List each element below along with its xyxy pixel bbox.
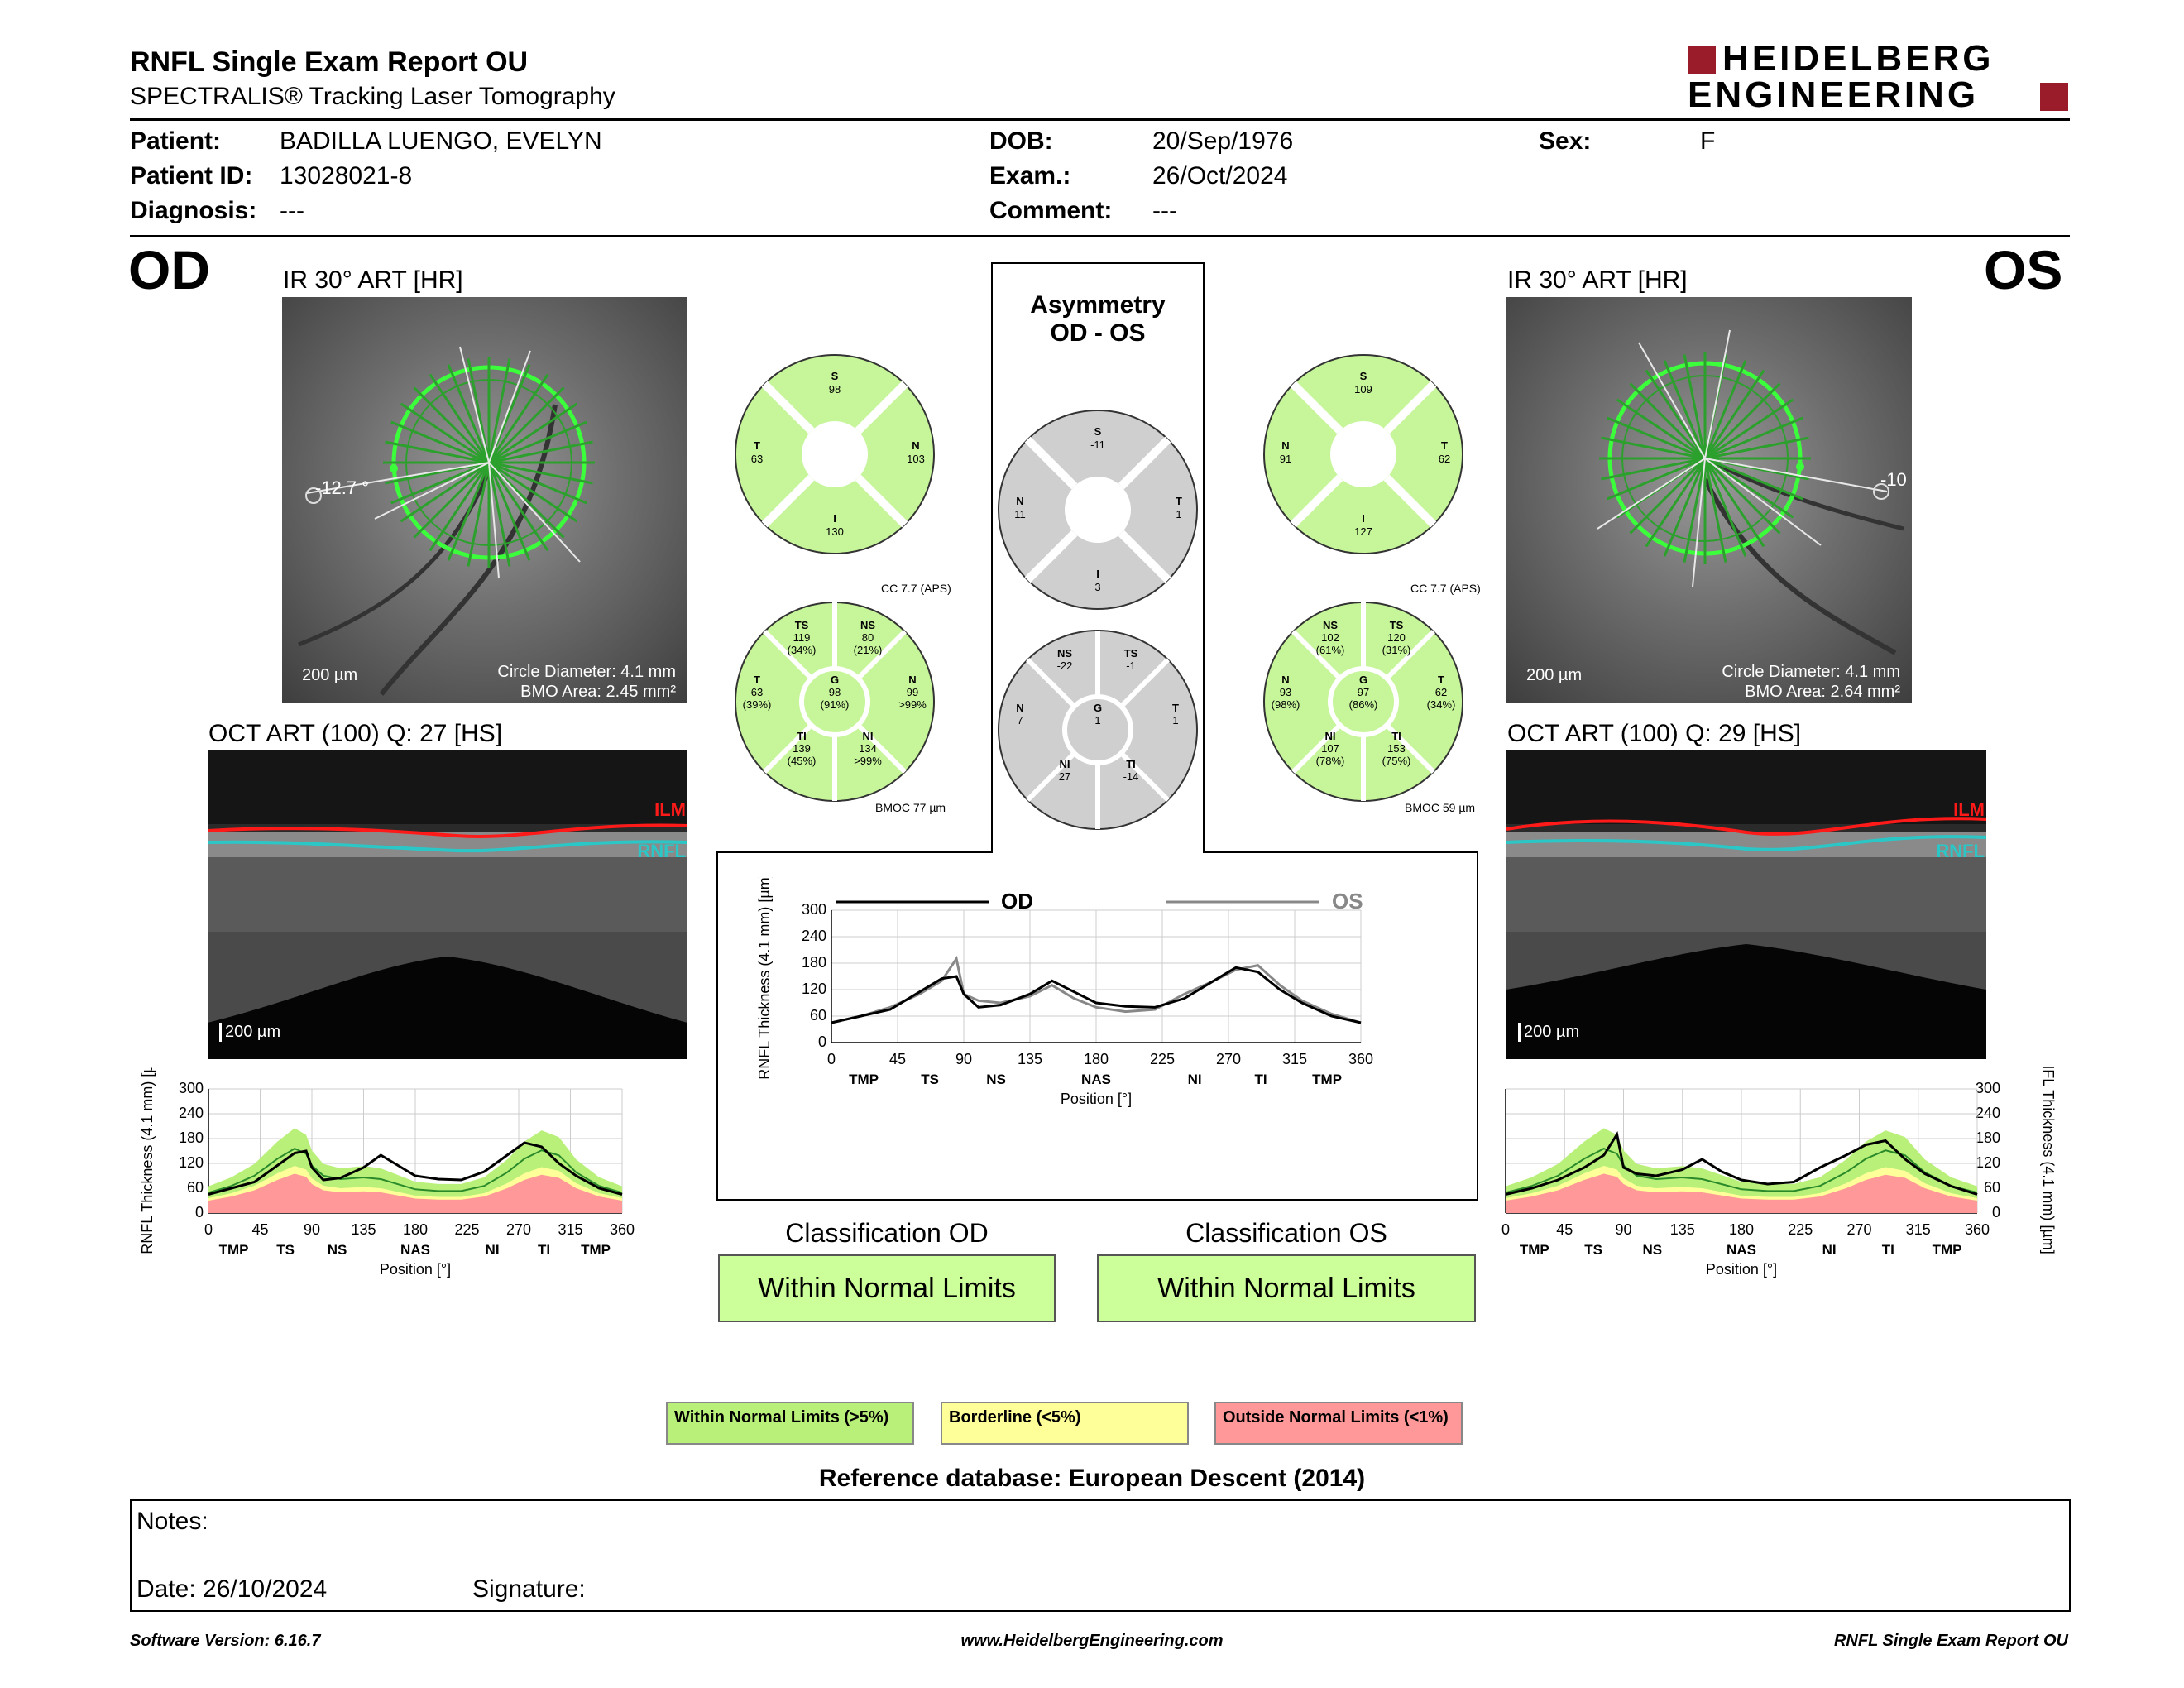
dob-label: DOB:	[989, 127, 1053, 155]
y-axis-label: RNFL Thickness (4.1 mm) [µm]	[2040, 1067, 2057, 1254]
os-thickness-chart	[1497, 1067, 2060, 1316]
y-tick: 240	[1975, 1105, 2000, 1121]
footer-report: RNFL Single Exam Report OU	[1833, 1632, 2068, 1650]
sector-value-NS: -22	[1056, 659, 1073, 672]
sector-label-T: T	[1438, 674, 1444, 686]
sector-pct-T: (39%)	[742, 698, 772, 711]
sector-label-NS: NS	[1322, 619, 1339, 631]
sector-label-G: G	[1093, 702, 1103, 714]
classification-os-box: Within Normal Limits	[1097, 1254, 1476, 1322]
sector-pct-G: (91%)	[820, 698, 850, 711]
sector-value-T: 63	[750, 686, 764, 698]
sector-value-T: 62	[1434, 686, 1448, 698]
logo-line2: ENGINEERING	[1688, 74, 1980, 115]
sector-label-N: N	[1281, 439, 1290, 452]
sector-value-N: 7	[1017, 714, 1023, 727]
sector-label-NS: NS	[1056, 647, 1073, 659]
sector-label-TS: TS	[1123, 647, 1138, 659]
os-cc-caption: CC 7.7 (APS)	[1410, 582, 1481, 595]
x-tick: 270	[1846, 1221, 1872, 1238]
sector-value-G: 1	[1094, 714, 1101, 727]
diagnosis-value: ---	[280, 197, 304, 224]
x-tick: 0	[204, 1221, 213, 1238]
sector-label-I: I	[1096, 568, 1099, 580]
x-tick: 225	[454, 1221, 480, 1238]
x-tick: 315	[1905, 1221, 1931, 1238]
y-tick: 0	[1991, 1204, 2000, 1220]
region-label: TMP	[218, 1242, 249, 1258]
sector-pct-N: >99%	[898, 698, 927, 711]
sector-pct-NS: (21%)	[853, 644, 883, 656]
sector-label-TS: TS	[794, 619, 809, 631]
classification-os-title: Classification OS	[1185, 1218, 1387, 1248]
y-tick: 240	[801, 928, 826, 944]
notes-label: Notes:	[136, 1508, 208, 1535]
region-label: TMP	[1932, 1242, 1962, 1258]
sector-value-N: 99	[906, 686, 919, 698]
sector-label-NI: NI	[1059, 758, 1070, 770]
sector-value-S: 98	[828, 383, 841, 396]
sector-value-TI: 153	[1387, 742, 1406, 755]
sector-label-S: S	[1359, 370, 1367, 382]
asym-title-2: OD - OS	[1050, 319, 1146, 347]
x-tick: 90	[303, 1221, 321, 1238]
sex-value: F	[1700, 127, 1716, 155]
od-label: OD	[128, 239, 210, 300]
sector-label-T: T	[754, 674, 760, 686]
sector-value-N: 11	[1014, 508, 1026, 520]
od-ir-title: IR 30° ART [HR]	[283, 266, 463, 294]
sector-label-TI: TI	[1391, 730, 1401, 742]
asym-title-1: Asymmetry	[1030, 291, 1166, 319]
od-circle-diameter: Circle Diameter: 4.1 mm	[497, 663, 676, 681]
y-tick: 180	[1975, 1129, 2000, 1146]
od-bmo-area: BMO Area: 2.45 mm²	[520, 683, 676, 701]
region-label: NS	[327, 1242, 347, 1258]
x-tick: 45	[888, 1051, 907, 1067]
sector-label-TI: TI	[797, 730, 807, 742]
x-tick: 45	[1556, 1221, 1573, 1238]
sector-value-S: 109	[1354, 383, 1372, 396]
compare-chart	[728, 877, 1473, 1192]
y-tick: 300	[1975, 1080, 2000, 1096]
x-tick: 180	[1083, 1051, 1109, 1067]
x-axis-label: Position [°]	[379, 1261, 452, 1278]
sector-label-NI: NI	[1324, 730, 1336, 742]
x-tick: 45	[251, 1221, 269, 1238]
od-ilm-label: ILM	[654, 799, 686, 820]
exam-value: 26/Oct/2024	[1152, 162, 1288, 189]
date-label: Date: 26/10/2024	[136, 1575, 328, 1603]
y-tick: 60	[186, 1179, 204, 1196]
legend-outside: Outside Normal Limits (<1%)	[1214, 1402, 1463, 1445]
region-label: TMP	[1519, 1242, 1549, 1258]
sector-value-NI: 107	[1321, 742, 1339, 755]
sector-value-NS: 80	[861, 631, 874, 644]
sector-label-N: N	[908, 674, 917, 686]
sector-value-I: 127	[1354, 525, 1372, 538]
od-rnfl-label: RNFL	[637, 841, 686, 861]
sector-value-TI: 139	[793, 742, 811, 755]
sector-value-G: 98	[828, 686, 841, 698]
dob-value: 20/Sep/1976	[1152, 127, 1294, 155]
sector-value-G: 97	[1357, 686, 1370, 698]
x-tick: 135	[1017, 1051, 1043, 1067]
patient-id: 13028021-8	[280, 162, 413, 189]
y-tick: 60	[1983, 1179, 2000, 1196]
y-tick: 0	[194, 1204, 204, 1220]
legend-borderline: Borderline (<5%)	[941, 1402, 1189, 1445]
sector-value-N: 103	[907, 453, 925, 465]
sector-value-TS: 120	[1387, 631, 1406, 644]
sector-label-G: G	[1358, 674, 1368, 686]
legend-os-label: OS	[1332, 889, 1363, 914]
od-cc-caption: CC 7.7 (APS)	[881, 582, 951, 595]
sector-label-N: N	[912, 439, 920, 452]
reference-database: Reference database: European Descent (2014)	[818, 1465, 1366, 1492]
sector-label-S: S	[831, 370, 839, 382]
x-tick: 315	[558, 1221, 583, 1238]
region-label: TMP	[581, 1242, 611, 1258]
sector-label-I: I	[833, 512, 836, 525]
y-tick: 180	[178, 1129, 204, 1146]
sector-pct-N: (98%)	[1271, 698, 1300, 711]
sector-label-TI: TI	[1126, 758, 1136, 770]
region-label: NI	[485, 1242, 500, 1258]
patient-id-label: Patient ID:	[130, 162, 253, 189]
x-tick: 225	[1149, 1051, 1176, 1067]
os-ir-title: IR 30° ART [HR]	[1507, 266, 1688, 294]
sector-value-T: 63	[750, 453, 764, 465]
os-label: OS	[1984, 239, 2063, 300]
os-bmoc-caption: BMOC 59 µm	[1405, 801, 1476, 814]
logo-line1: HEIDELBERG	[1722, 38, 1995, 79]
classification-od-title: Classification OD	[785, 1218, 989, 1248]
sector-label-G: G	[830, 674, 840, 686]
sector-value-TS: -1	[1126, 659, 1136, 672]
y-tick: 120	[801, 981, 826, 997]
sector-pct-NI: (78%)	[1315, 755, 1345, 767]
legend-od-label: OD	[1001, 889, 1033, 914]
sector-label-N: N	[1016, 702, 1024, 714]
sector-label-T: T	[1172, 702, 1179, 714]
sex-label: Sex:	[1539, 127, 1592, 155]
footer-version: Software Version: 6.16.7	[130, 1632, 321, 1650]
x-tick: 90	[1615, 1221, 1632, 1238]
sector-value-TI: -14	[1123, 770, 1139, 783]
sector-value-I: 130	[826, 525, 844, 538]
report-subtitle: SPECTRALIS® Tracking Laser Tomography	[130, 83, 615, 110]
comment-value: ---	[1152, 197, 1177, 224]
x-axis-label: Position [°]	[1060, 1091, 1133, 1107]
os-oct-title: OCT ART (100) Q: 29 [HS]	[1507, 720, 1802, 747]
sector-pct-TS: (34%)	[787, 644, 817, 656]
od-oct-title: OCT ART (100) Q: 27 [HS]	[208, 720, 503, 747]
os-ilm-label: ILM	[1953, 799, 1985, 820]
os-oct-scale: 200 µm	[1518, 1023, 1579, 1042]
sector-label-T: T	[754, 439, 760, 452]
x-tick: 0	[1501, 1221, 1511, 1238]
y-tick: 120	[178, 1154, 204, 1171]
sector-value-T: 62	[1438, 453, 1451, 465]
classification-od-box: Within Normal Limits	[718, 1254, 1056, 1322]
sector-value-NI: 27	[1058, 770, 1071, 783]
od-bmoc-caption: BMOC 77 µm	[875, 801, 946, 814]
y-tick: 0	[817, 1033, 826, 1050]
region-label: TMP	[1312, 1072, 1343, 1087]
region-label: TS	[276, 1242, 295, 1258]
x-tick: 225	[1788, 1221, 1813, 1238]
y-tick: 60	[809, 1007, 826, 1024]
region-label: NS	[1642, 1242, 1663, 1258]
od-thickness-chart	[132, 1067, 695, 1316]
y-tick: 120	[1975, 1154, 2000, 1171]
sector-value-NI: 134	[859, 742, 877, 755]
region-label: NI	[1822, 1242, 1837, 1258]
patient-name: BADILLA LUENGO, EVELYN	[280, 127, 602, 155]
comment-label: Comment:	[989, 197, 1113, 224]
x-tick: 270	[1215, 1051, 1242, 1067]
od-angle: -12.7 °	[315, 477, 370, 498]
region-label: NAS	[1081, 1072, 1111, 1087]
x-tick: 180	[402, 1221, 429, 1238]
region-label: NAS	[400, 1242, 430, 1258]
sector-pct-TS: (31%)	[1382, 644, 1411, 656]
sector-pct-TI: (75%)	[1382, 755, 1411, 767]
region-label: TI	[538, 1242, 551, 1258]
sector-label-NS: NS	[860, 619, 876, 631]
sector-value-TS: 119	[793, 631, 811, 644]
y-axis-label: RNFL Thickness (4.1 mm) [µm]	[139, 1067, 156, 1254]
os-rnfl-label: RNFL	[1936, 841, 1985, 861]
sector-label-N: N	[1016, 495, 1024, 507]
y-tick: 300	[178, 1080, 204, 1096]
sector-value-T: 1	[1176, 508, 1182, 520]
x-axis-label: Position [°]	[1705, 1261, 1778, 1278]
diagnosis-label: Diagnosis:	[130, 197, 257, 224]
sector-label-T: T	[1441, 439, 1448, 452]
os-angle: -10	[1880, 469, 1907, 490]
x-tick: 315	[1281, 1051, 1308, 1067]
sector-pct-TI: (45%)	[787, 755, 817, 767]
y-tick: 180	[801, 954, 826, 971]
report-title: RNFL Single Exam Report OU	[130, 46, 529, 78]
region-label: TMP	[849, 1072, 879, 1087]
sector-value-I: 3	[1094, 581, 1101, 593]
exam-label: Exam.:	[989, 162, 1071, 189]
x-tick: 270	[505, 1221, 532, 1238]
y-tick: 240	[178, 1105, 204, 1121]
x-tick: 360	[1348, 1051, 1374, 1067]
x-tick: 135	[1669, 1221, 1695, 1238]
sector-value-S: -11	[1090, 439, 1105, 451]
region-label: NAS	[1727, 1242, 1756, 1258]
x-tick: 90	[955, 1051, 973, 1067]
sector-pct-G: (86%)	[1348, 698, 1378, 711]
y-axis-label: RNFL Thickness (4.1 mm) [µm]	[756, 877, 773, 1080]
sector-pct-T: (34%)	[1426, 698, 1456, 711]
region-label: TS	[921, 1072, 939, 1087]
od-scale: 200 µm	[302, 666, 358, 684]
sector-label-S: S	[1094, 425, 1102, 438]
notes-box	[130, 1499, 2071, 1612]
sector-label-NI: NI	[862, 730, 874, 742]
x-tick: 360	[609, 1221, 635, 1238]
x-tick: 180	[1728, 1221, 1755, 1238]
x-tick: 0	[826, 1051, 836, 1067]
sector-pct-NI: >99%	[854, 755, 882, 767]
sector-value-NS: 102	[1321, 631, 1339, 644]
os-scale: 200 µm	[1526, 666, 1583, 684]
sector-label-I: I	[1362, 512, 1365, 525]
sector-value-N: 93	[1279, 686, 1292, 698]
sector-label-N: N	[1281, 674, 1290, 686]
legend-normal: Within Normal Limits (>5%)	[666, 1402, 914, 1445]
sector-value-N: 91	[1279, 453, 1292, 465]
od-oct-scale: 200 µm	[219, 1023, 280, 1042]
os-circle-diameter: Circle Diameter: 4.1 mm	[1722, 663, 1900, 681]
patient-label: Patient:	[130, 127, 222, 155]
region-label: TI	[1254, 1072, 1267, 1087]
y-tick: 300	[801, 901, 826, 918]
sector-label-TS: TS	[1389, 619, 1404, 631]
sector-value-T: 1	[1172, 714, 1179, 727]
x-tick: 135	[351, 1221, 376, 1238]
sector-label-T: T	[1176, 495, 1182, 507]
sector-pct-NS: (61%)	[1315, 644, 1345, 656]
region-label: TS	[1584, 1242, 1602, 1258]
region-label: NS	[986, 1072, 1006, 1087]
region-label: NI	[1187, 1072, 1202, 1087]
x-tick: 360	[1964, 1221, 1990, 1238]
os-bmo-area: BMO Area: 2.64 mm²	[1745, 683, 1900, 701]
signature-label: Signature:	[472, 1575, 586, 1603]
footer-url[interactable]: www.HeidelbergEngineering.com	[960, 1632, 1224, 1650]
region-label: TI	[1881, 1242, 1894, 1258]
